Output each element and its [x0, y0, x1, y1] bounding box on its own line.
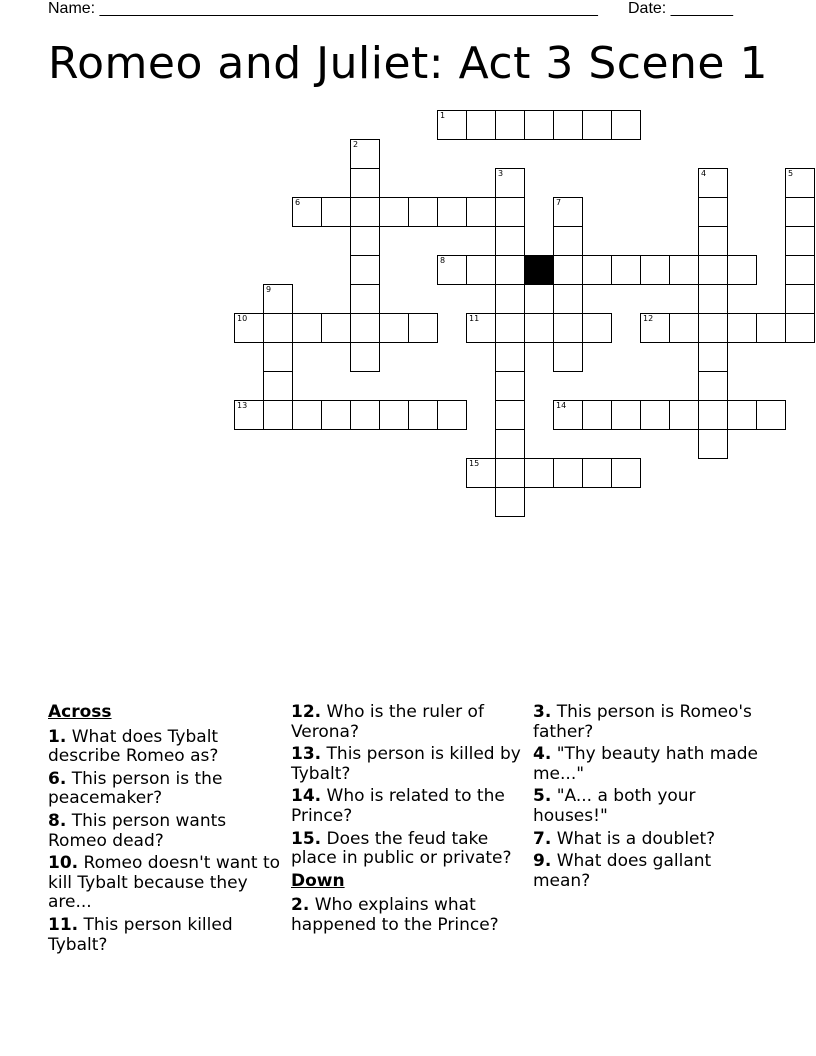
clue-across-15 [291, 830, 527, 869]
grid-cell[interactable] [350, 255, 380, 285]
grid-cell[interactable] [408, 197, 438, 227]
grid-cell[interactable] [524, 110, 554, 140]
grid-cell[interactable] [524, 458, 554, 488]
grid-cell[interactable] [756, 313, 786, 343]
down-heading: Down [291, 870, 345, 891]
grid-cell[interactable] [263, 371, 293, 401]
grid-cell[interactable] [582, 458, 612, 488]
clue-text: This person is the peacemaker? [48, 768, 223, 809]
cell-number: 9 [266, 285, 272, 294]
grid-cell[interactable] [379, 313, 409, 343]
grid-cell[interactable] [495, 313, 525, 343]
grid-cell[interactable] [611, 255, 641, 285]
grid-cell[interactable] [350, 226, 380, 256]
grid-cell[interactable] [553, 458, 583, 488]
grid-cell[interactable] [727, 400, 757, 430]
grid-cell[interactable] [495, 168, 525, 198]
across-heading: Across [48, 702, 112, 722]
grid-cell[interactable] [234, 313, 264, 343]
clue-column-1 [48, 703, 284, 958]
clue-column-2 [291, 703, 527, 939]
grid-cell[interactable] [495, 429, 525, 459]
grid-cell[interactable] [727, 255, 757, 285]
clue-text: "A... a both your houses!" [533, 786, 696, 826]
grid-cell[interactable] [466, 313, 496, 343]
grid-cell[interactable] [437, 400, 467, 430]
grid-cell[interactable] [553, 255, 583, 285]
grid-cell[interactable] [495, 487, 525, 517]
clue-number: 6. [48, 768, 67, 789]
cell-number: 5 [788, 169, 794, 178]
clue-number: 1. [48, 726, 67, 747]
page-title: Romeo and Juliet: Act 3 Scene 1 [48, 38, 768, 89]
grid-cell[interactable] [321, 197, 351, 227]
clue-text: What is a doublet? [556, 828, 716, 849]
cell-number: 10 [237, 314, 248, 323]
grid-cell[interactable] [582, 313, 612, 343]
grid-cell[interactable] [698, 313, 728, 343]
grid-cell[interactable] [495, 284, 525, 314]
clue-across-10 [48, 854, 284, 913]
grid-cell[interactable] [553, 197, 583, 227]
grid-cell[interactable] [640, 400, 670, 430]
grid-cell[interactable] [350, 197, 380, 227]
clue-down-3 [533, 703, 769, 742]
grid-cell[interactable] [321, 400, 351, 430]
cell-number: 13 [237, 401, 248, 410]
grid-cell[interactable] [466, 197, 496, 227]
grid-cell[interactable] [640, 313, 670, 343]
grid-cell[interactable] [350, 400, 380, 430]
grid-cell[interactable] [263, 313, 293, 343]
clue-across-1 [48, 728, 284, 767]
clue-down-7 [533, 830, 769, 850]
grid-cell[interactable] [495, 458, 525, 488]
grid-cell[interactable] [698, 342, 728, 372]
clue-text: What does Tybalt describe Romeo as? [48, 726, 219, 767]
grid-cell[interactable] [263, 400, 293, 430]
grid-cell[interactable] [437, 197, 467, 227]
clue-down-4 [533, 745, 769, 784]
clue-down-5 [533, 787, 769, 826]
grid-cell[interactable] [553, 226, 583, 256]
grid-cell[interactable] [698, 255, 728, 285]
grid-cell[interactable] [495, 255, 525, 285]
clue-down-9 [533, 852, 769, 891]
grid-cell[interactable] [495, 371, 525, 401]
grid-cell[interactable] [553, 313, 583, 343]
grid-cell[interactable] [785, 226, 815, 256]
grid-cell[interactable] [292, 400, 322, 430]
grid-cell[interactable] [495, 342, 525, 372]
grid-cell[interactable] [350, 284, 380, 314]
clue-number: 13. [291, 744, 322, 765]
cell-number: 2 [353, 140, 359, 149]
clue-text: This person is Romeo's father? [533, 702, 752, 742]
grid-cell[interactable] [350, 342, 380, 372]
grid-cell[interactable] [495, 400, 525, 430]
grid-cell[interactable] [379, 197, 409, 227]
grid-cell[interactable] [611, 458, 641, 488]
grid-cell[interactable] [698, 226, 728, 256]
grid-cell[interactable] [408, 313, 438, 343]
grid-cell[interactable] [234, 400, 264, 430]
grid-cell[interactable] [553, 342, 583, 372]
clue-number: 2. [291, 895, 310, 916]
grid-cell[interactable] [408, 400, 438, 430]
clue-number: 14. [291, 786, 322, 807]
grid-cell[interactable] [698, 371, 728, 401]
clue-across-12 [291, 703, 527, 742]
clue-number: 15. [291, 828, 322, 849]
clue-text: "Thy beauty hath made me..." [533, 744, 758, 784]
cell-number: 3 [498, 169, 504, 178]
grid-cell[interactable] [611, 400, 641, 430]
clue-text: This person is killed by Tybalt? [291, 744, 521, 784]
cell-number: 1 [440, 111, 446, 120]
clue-text: This person wants Romeo dead? [48, 810, 227, 851]
cell-number: 6 [295, 198, 301, 207]
clue-number: 9. [533, 851, 552, 872]
grid-cell[interactable] [785, 255, 815, 285]
clue-number: 11. [48, 914, 79, 935]
grid-cell[interactable] [495, 110, 525, 140]
grid-cell[interactable] [466, 458, 496, 488]
clue-number: 8. [48, 810, 67, 831]
grid-cell[interactable] [437, 110, 467, 140]
grid-cell[interactable] [582, 110, 612, 140]
date-field-label[interactable]: Date: _______ [628, 0, 733, 17]
grid-cell[interactable] [669, 313, 699, 343]
clue-number: 3. [533, 702, 552, 722]
clue-text: Who is related to the Prince? [291, 786, 505, 826]
cell-number: 12 [643, 314, 654, 323]
grid-cell[interactable] [292, 197, 322, 227]
clue-text: Does the feud take place in public or private? [291, 828, 512, 869]
grid-cell[interactable] [350, 168, 380, 198]
clue-number: 10. [48, 853, 79, 874]
grid-cell[interactable] [379, 400, 409, 430]
clue-text: Who explains what happened to the Prince? [291, 895, 499, 935]
cell-number: 7 [556, 198, 562, 207]
grid-cell[interactable] [466, 110, 496, 140]
grid-cell[interactable] [785, 168, 815, 198]
grid-cell[interactable] [263, 284, 293, 314]
grid-cell[interactable] [669, 255, 699, 285]
grid-cell[interactable] [785, 197, 815, 227]
grid-cell[interactable] [698, 429, 728, 459]
cell-number: 15 [469, 459, 480, 468]
grid-cell[interactable] [669, 400, 699, 430]
clue-down-2 [291, 896, 527, 935]
grid-cell[interactable] [582, 400, 612, 430]
grid-cell[interactable] [698, 400, 728, 430]
clue-column-3 [533, 703, 769, 894]
cell-number: 4 [701, 169, 707, 178]
clue-across-11 [48, 916, 284, 955]
clue-text: Who is the ruler of Verona? [291, 702, 484, 742]
clue-text: Romeo doesn't want to kill Tybalt because they are... [48, 853, 281, 913]
grid-cell[interactable] [756, 400, 786, 430]
clue-across-14 [291, 787, 527, 826]
grid-cell[interactable] [611, 110, 641, 140]
grid-cell[interactable] [321, 313, 351, 343]
grid-cell[interactable] [785, 284, 815, 314]
cell-number: 8 [440, 256, 446, 265]
grid-cell[interactable] [698, 284, 728, 314]
grid-cell[interactable] [524, 313, 554, 343]
grid-cell[interactable] [553, 110, 583, 140]
name-field-label[interactable]: Name: ________________________________________________________ [48, 0, 598, 17]
grid-cell[interactable] [698, 197, 728, 227]
clue-across-8 [48, 812, 284, 851]
grid-cell[interactable] [785, 313, 815, 343]
grid-block-cell [524, 255, 554, 285]
grid-cell[interactable] [727, 313, 757, 343]
grid-cell[interactable] [350, 139, 380, 169]
grid-cell[interactable] [495, 197, 525, 227]
grid-cell[interactable] [350, 313, 380, 343]
clue-text: This person killed Tybalt? [48, 914, 233, 955]
grid-cell[interactable] [640, 255, 670, 285]
clue-number: 7. [533, 828, 552, 849]
grid-cell[interactable] [437, 255, 467, 285]
clue-text: What does gallant mean? [533, 851, 712, 891]
clue-number: 5. [533, 786, 552, 807]
grid-cell[interactable] [582, 255, 612, 285]
cell-number: 14 [556, 401, 567, 410]
clue-number: 4. [533, 744, 552, 765]
grid-cell[interactable] [698, 168, 728, 198]
grid-cell[interactable] [553, 284, 583, 314]
grid-cell[interactable] [495, 226, 525, 256]
grid-cell[interactable] [466, 255, 496, 285]
grid-cell[interactable] [292, 313, 322, 343]
clue-across-13 [291, 745, 527, 784]
grid-cell[interactable] [263, 342, 293, 372]
grid-cell[interactable] [553, 400, 583, 430]
clue-number: 12. [291, 702, 322, 722]
clue-across-6 [48, 770, 284, 809]
cell-number: 11 [469, 314, 480, 323]
